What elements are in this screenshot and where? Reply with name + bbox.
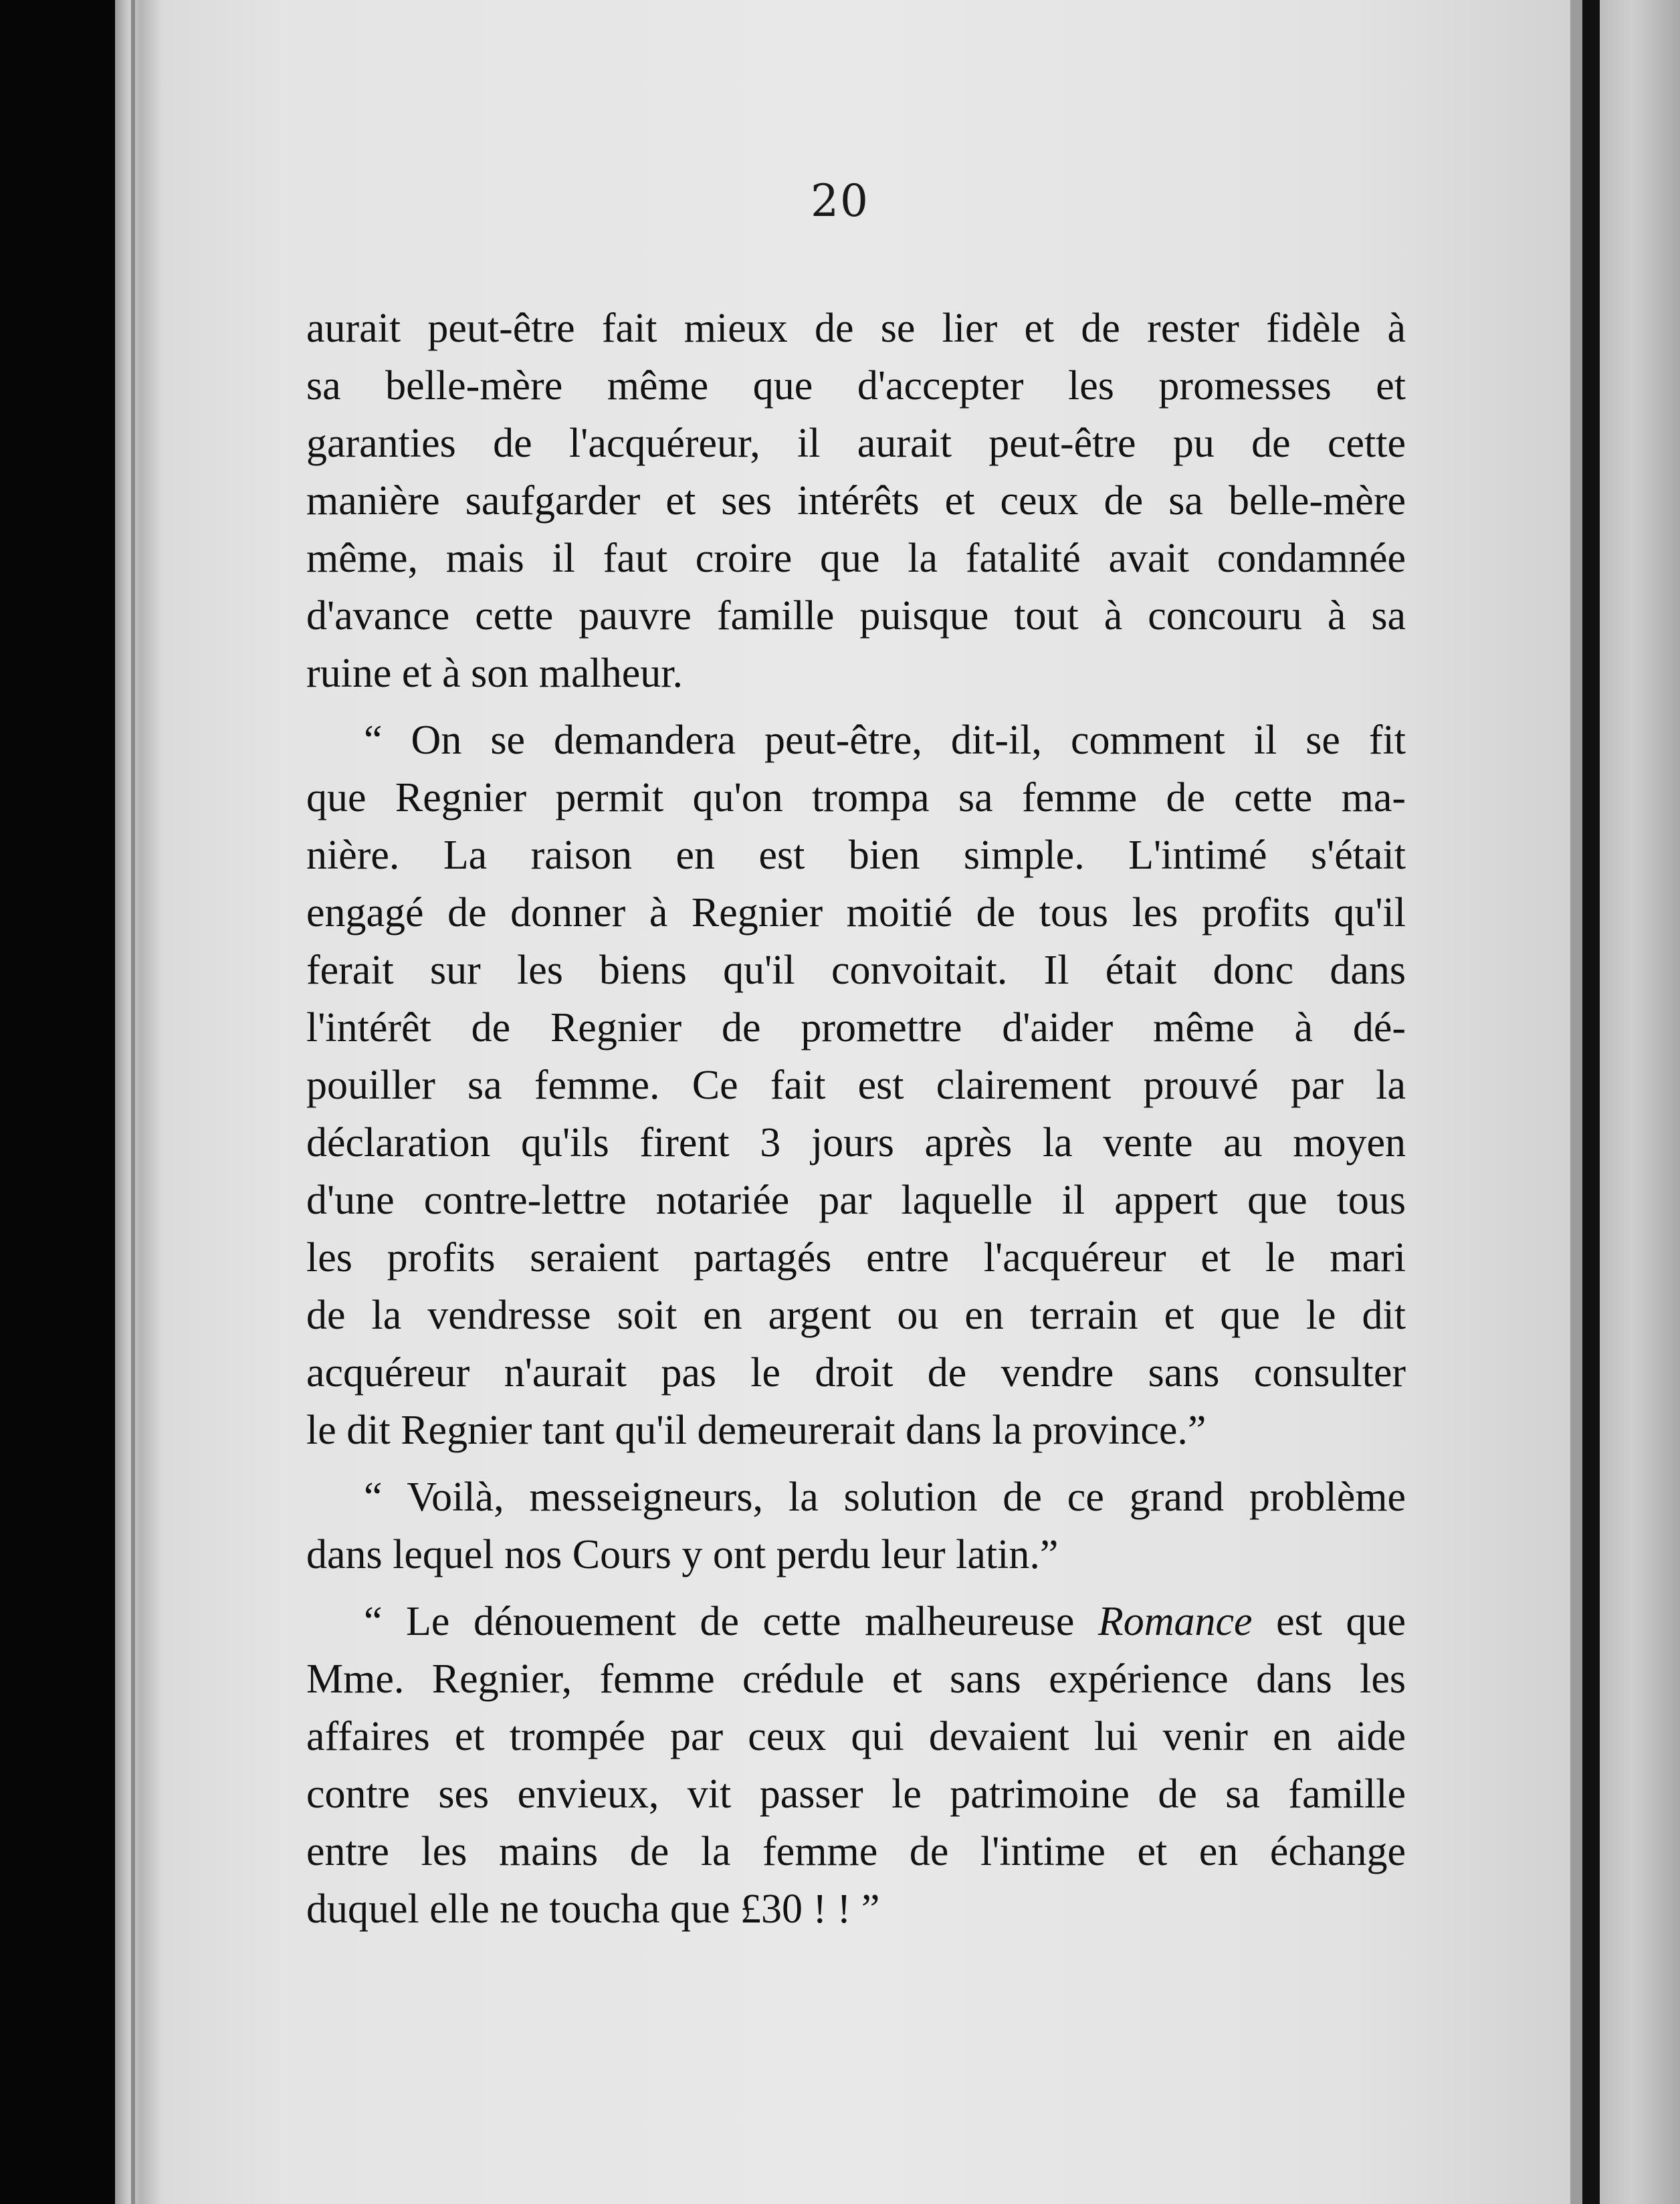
text-line: dans lequel nos Cours y ont perdu leur latin.” — [306, 1532, 1059, 1577]
binding-line — [131, 0, 135, 2204]
paragraph-3 — [306, 1468, 1406, 1583]
paragraph-1 — [306, 300, 1406, 702]
text-line: “ On se demandera peut-être, dit-il, comment il se fit — [364, 718, 1406, 763]
text-line: affaires et trompée par ceux qui devaient lui venir en aide — [306, 1714, 1406, 1759]
binding-fold — [115, 0, 162, 2204]
text-line: l'intérêt de Regnier de promettre d'aider même à dé- — [306, 1005, 1406, 1051]
text-fragment: est que — [1252, 1599, 1406, 1644]
italic-word: Romance — [1097, 1599, 1253, 1644]
text-line: duquel elle ne toucha que £30 ! ! ” — [306, 1886, 880, 1932]
text-line: ferait sur les biens qu'il convoitait. Il était donc dans — [306, 948, 1406, 993]
text-line: engagé de donner à Regnier moitié de tous les profits qu'il — [306, 890, 1406, 935]
text-line: contre ses envieux, vit passer le patrimoine de sa famille — [306, 1771, 1406, 1817]
text-line: de la vendresse soit en argent ou en terrain et que le dit — [306, 1293, 1406, 1338]
text-line: déclaration qu'ils firent 3 jours après la vente au moyen — [306, 1120, 1406, 1166]
text-line: Mme. Regnier, femme crédule et sans expérience dans les — [306, 1656, 1406, 1702]
text-line: entre les mains de la femme de l'intime et en échange — [306, 1829, 1406, 1874]
text-line: acquéreur n'aurait pas le droit de vendre sans consulter — [306, 1350, 1406, 1396]
text-line: garanties de l'acquéreur, il aurait peut-être pu de cette — [306, 421, 1406, 466]
page-edge — [1570, 0, 1582, 2204]
text-line: pouiller sa femme. Ce fait est clairement prouvé par la — [306, 1063, 1406, 1108]
page-number: 20 — [811, 175, 869, 227]
text-line: nière. La raison en est bien simple. L'intimé s'était — [306, 833, 1406, 878]
text-line: d'avance cette pauvre famille puisque tout à concouru à sa — [306, 593, 1406, 639]
text-line: même, mais il faut croire que la fatalité avait condamnée — [306, 536, 1406, 581]
text-line: manière saufgarder et ses intérêts et ceux de sa belle-mère — [306, 478, 1406, 524]
text-line: ruine et à son malheur. — [306, 651, 683, 696]
text-line: sa belle-mère même que d'accepter les promesses et — [306, 363, 1406, 409]
next-page-edge — [1600, 0, 1680, 2204]
text-line — [306, 1593, 1406, 1650]
text-line: les profits seraient partagés entre l'acquéreur et le mari — [306, 1235, 1406, 1281]
paragraph-2 — [306, 711, 1406, 1459]
text-line: aurait peut-être fait mieux de se lier et de rester fidèle à — [306, 306, 1406, 351]
text-line: le dit Regnier tant qu'il demeurerait dans la province.” — [306, 1408, 1206, 1453]
paragraph-4 — [306, 1593, 1406, 1938]
text-line: “ Voilà, messeigneurs, la solution de ce grand problème — [364, 1474, 1406, 1520]
gutter-shadow — [1582, 0, 1600, 2204]
text-line: que Regnier permit qu'on trompa sa femme de cette ma- — [306, 775, 1406, 820]
body-text — [306, 300, 1406, 1938]
text-fragment: “ Le dénouement de cette malheureuse — [364, 1599, 1098, 1644]
text-line: d'une contre-lettre notariée par laquelle il appert que tous — [306, 1178, 1406, 1223]
